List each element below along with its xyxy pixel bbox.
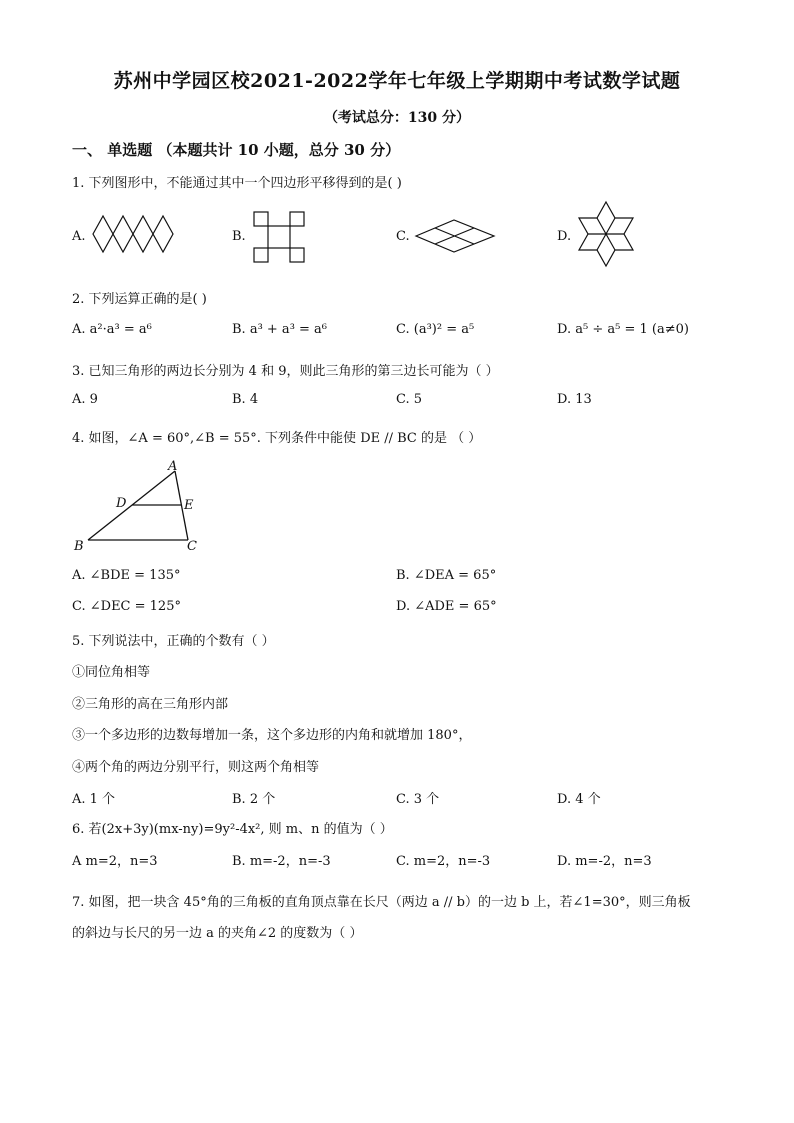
q6-option-c: C. m=2，n=-3 — [396, 854, 491, 869]
q4-label-d: D — [116, 496, 127, 511]
q4-triangle-figure — [70, 458, 210, 556]
q1-option-c-figure — [414, 218, 496, 254]
question-5-stem: 5. 下列说法中，正确的个数有（ ） — [72, 634, 275, 649]
q1-option-a-label: A. — [72, 229, 86, 244]
q4-label-b: B — [74, 539, 84, 554]
q6-option-d: D. m=-2，n=3 — [557, 854, 652, 869]
q6-option-a: A m=2，n=3 — [72, 854, 158, 869]
q1-option-d-figure — [576, 200, 636, 268]
q3-option-b: B. 4 — [232, 392, 259, 407]
question-3-stem: 3. 已知三角形的两边长分别为 4 和 9，则此三角形的第三边长可能为（ ） — [72, 364, 499, 379]
q2-option-a: A. a²·a³ = a⁶ — [72, 322, 152, 337]
q5-statement-2: ②三角形的高在三角形内部 — [72, 697, 229, 712]
q4-label-e: E — [184, 498, 194, 513]
q5-option-b: B. 2 个 — [232, 792, 276, 807]
q4-option-c: C. ∠DEC = 125° — [72, 599, 181, 614]
question-4-stem: 4. 如图，∠A = 60°,∠B = 55°. 下列条件中能使 DE // BC 的是 （ ） — [72, 431, 482, 446]
question-2-stem: 2. 下列运算正确的是( ) — [72, 292, 207, 307]
q6-option-b: B. m=-2，n=-3 — [232, 854, 331, 869]
q4-label-a: A — [168, 459, 178, 474]
q4-option-d: D. ∠ADE = 65° — [396, 599, 497, 614]
q3-option-a: A. 9 — [72, 392, 98, 407]
question-6-stem: 6. 若(2x+3y)(mx-ny)=9y²-4x², 则 m、n 的值为（ ） — [72, 822, 393, 837]
q5-option-a: A. 1 个 — [72, 792, 116, 807]
q5-option-c: C. 3 个 — [396, 792, 440, 807]
q5-option-d: D. 4 个 — [557, 792, 601, 807]
q5-statement-4: ④两个角的两边分别平行，则这两个角相等 — [72, 760, 320, 775]
q4-option-b: B. ∠DEA = 65° — [396, 568, 497, 583]
question-1-stem: 1. 下列图形中，不能通过其中一个四边形平移得到的是( ) — [72, 176, 402, 191]
q1-option-d-label: D. — [557, 229, 572, 244]
q3-option-d: D. 13 — [557, 392, 592, 407]
q5-statement-3: ③一个多边形的边数每增加一条，这个多边形的内角和就增加 180°， — [72, 728, 472, 743]
q2-option-b: B. a³ + a³ = a⁶ — [232, 322, 328, 337]
q5-statement-1: ①同位角相等 — [72, 665, 151, 680]
q2-option-d: D. a⁵ ÷ a⁵ = 1 (a≠0) — [557, 322, 689, 337]
question-7-stem-line-2: 的斜边与长尺的另一边 a 的夹角∠2 的度数为（ ） — [72, 926, 363, 941]
section-heading: 一、 单选题 （本题共计 10 小题，总分 30 分） — [72, 141, 401, 159]
exam-title: 苏州中学园区校2021-2022学年七年级上学期期中考试数学试题 — [113, 70, 681, 92]
q4-option-a: A. ∠BDE = 135° — [72, 568, 181, 583]
q1-option-c-label: C. — [396, 229, 410, 244]
q1-option-b-label: B. — [232, 229, 246, 244]
question-7-stem-line-1: 7. 如图，把一块含 45°角的三角板的直角顶点靠在长尺（两边 a // b）的一边 b 上，若∠1=30°，则三角板 — [72, 895, 691, 910]
exam-total-score: （考试总分：130 分） — [323, 110, 471, 126]
q3-option-c: C. 5 — [396, 392, 423, 407]
q1-option-a-figure — [92, 214, 178, 254]
q2-option-c: C. (a³)² = a⁵ — [396, 322, 475, 337]
q1-option-b-figure — [252, 210, 308, 266]
q4-label-c: C — [187, 539, 197, 554]
